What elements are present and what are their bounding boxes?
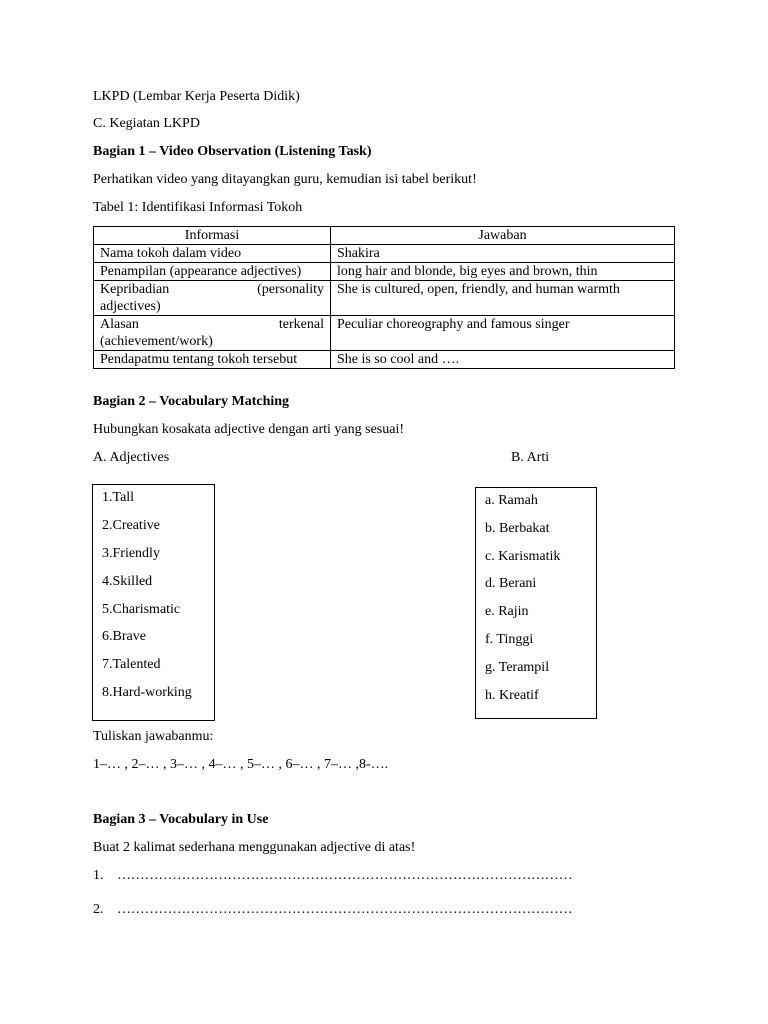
answer-line[interactable]: 1–… , 2–… , 3–… , 4–… , 5–… , 6–… , 7–… ,8-…. — [93, 757, 389, 772]
document-title: LKPD (Lembar Kerja Peserta Didik) — [93, 89, 300, 104]
arti-item: e. Rajin — [485, 604, 529, 619]
table-cell-info-part: Kepribadian — [100, 282, 170, 297]
sentence-answer-line[interactable]: ……………………………………………………………………………………… — [117, 868, 573, 883]
table-cell-answer: long hair and blonde, big eyes and brown, thin — [331, 263, 675, 281]
sentence-number: 2. — [93, 902, 104, 917]
bagian-2-title: Bagian 2 – Vocabulary Matching — [93, 394, 290, 409]
table-cell-answer: Peculiar choreography and famous singer — [331, 316, 675, 351]
adjective-item: 7.Talented — [102, 657, 161, 672]
bagian-3-title: Bagian 3 – Vocabulary in Use — [93, 812, 269, 827]
adjective-item: 1.Tall — [102, 490, 135, 505]
arti-item: a. Ramah — [485, 493, 538, 508]
adjective-item: 8.Hard-working — [102, 685, 192, 700]
sentence-number: 1. — [93, 868, 104, 883]
table-cell-info: Penampilan (appearance adjectives) — [94, 263, 331, 281]
column-b-label: B. Arti — [511, 450, 550, 465]
table-caption: Tabel 1: Identifikasi Informasi Tokoh — [93, 200, 303, 215]
table-cell-info-part: (achievement/work) — [100, 334, 213, 349]
table-cell-info-part: Alasan — [100, 317, 139, 332]
adjectives-box — [92, 484, 215, 721]
bagian-1-instruction: Perhatikan video yang ditayangkan guru, kemudian isi tabel berikut! — [93, 172, 477, 187]
table-cell-info: Nama tokoh dalam video — [94, 245, 331, 263]
arti-item: d. Berani — [485, 576, 537, 591]
arti-item: c. Karismatik — [485, 549, 561, 564]
adjective-item: 2.Creative — [102, 518, 160, 533]
table-cell-answer: She is so cool and …. — [331, 351, 675, 369]
table-cell-info-part: terkenal — [278, 317, 324, 332]
adjective-item: 6.Brave — [102, 629, 146, 644]
arti-item: h. Kreatif — [485, 688, 539, 703]
adjective-item: 3.Friendly — [102, 546, 160, 561]
table-cell-info-part: adjectives) — [100, 299, 161, 314]
table-row — [94, 281, 675, 316]
adjective-item: 4.Skilled — [102, 574, 153, 589]
table-row — [94, 245, 675, 263]
info-table — [93, 226, 675, 369]
table-row — [94, 316, 675, 351]
table-row — [94, 263, 675, 281]
bagian-2-instruction: Hubungkan kosakata adjective dengan arti yang sesuai! — [93, 422, 405, 437]
table-cell-info: Pendapatmu tentang tokoh tersebut — [94, 351, 331, 369]
arti-item: f. Tinggi — [485, 632, 534, 647]
adjective-item: 5.Charismatic — [102, 602, 181, 617]
column-header-jawaban: Jawaban — [331, 227, 675, 245]
answer-prompt: Tuliskan jawabanmu: — [93, 729, 214, 744]
column-header-informasi: Informasi — [94, 227, 331, 245]
section-heading: C. Kegiatan LKPD — [93, 116, 200, 131]
table-row — [94, 351, 675, 369]
bagian-1-title: Bagian 1 – Video Observation (Listening Task) — [93, 144, 372, 159]
table-cell-answer: Shakira — [331, 245, 675, 263]
arti-item: b. Berbakat — [485, 521, 550, 536]
sentence-answer-line[interactable]: ……………………………………………………………………………………… — [117, 902, 573, 917]
table-cell-info — [94, 281, 331, 316]
arti-item: g. Terampil — [485, 660, 550, 675]
arti-box — [475, 487, 597, 719]
table-cell-answer: She is cultured, open, friendly, and human warmth — [331, 281, 675, 316]
table-cell-info — [94, 316, 331, 351]
column-a-label: A. Adjectives — [93, 450, 170, 465]
bagian-3-instruction: Buat 2 kalimat sederhana menggunakan adjective di atas! — [93, 840, 416, 855]
table-cell-info-part: (personality — [257, 282, 324, 297]
table-header-row — [94, 227, 675, 245]
